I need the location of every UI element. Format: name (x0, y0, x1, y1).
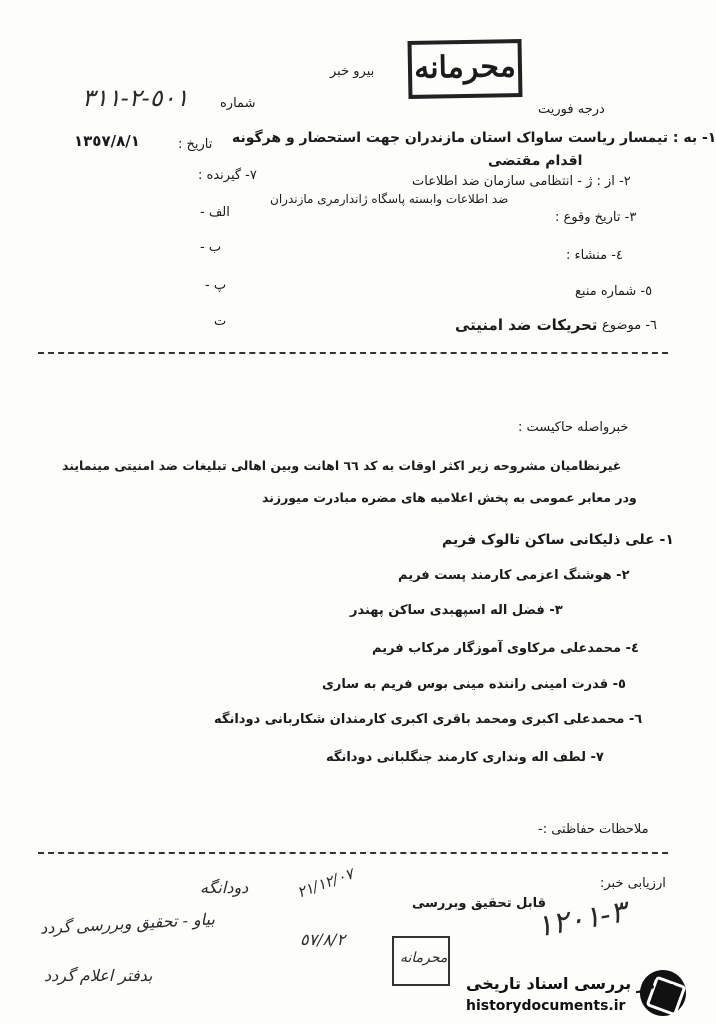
person-item: ٧- لطف اله ونداری کارمند جنگلبانی دودانگه (326, 750, 604, 765)
handwritten-note: بیاو - تحقیق وبررسی گردد (39, 909, 216, 938)
subject-value: تحریکات ضد امنیتی (455, 316, 598, 334)
date-event-label: ٣- تاریخ وقوع : (555, 210, 637, 225)
handwritten-signature: ٣-١٢٠١ (533, 894, 630, 945)
mark-te: ت (214, 314, 227, 329)
classification-stamp: محرمانه (408, 39, 523, 99)
date-value: ١٣٥٧/٨/١ (74, 132, 140, 150)
mark-be: ب - (200, 240, 222, 255)
body-paragraph-1: غیرنظامیان مشروحه زیر اکثر اوقات به کد ٦٦ اهانت وبین اهالی تبلیغات ضد امنیتی مینمایند (62, 458, 622, 473)
person-item: ٣- فضل اله اسپهبدی ساکن پهندر (350, 603, 563, 618)
handwritten-stamp: محرمانه (392, 936, 450, 986)
divider-top (38, 352, 668, 354)
handwritten-note: دودانگه (200, 878, 249, 897)
person-item: ٥- قدرت امینی راننده مینی بوس فریم به ساری (322, 677, 626, 692)
number-label: شماره (220, 96, 256, 111)
watermark-url: historydocuments.ir (466, 998, 626, 1014)
mark-alef: الف - (200, 205, 230, 220)
salutation: خبرواصله حاکیست : (518, 420, 629, 435)
person-item: ١- علی ذلیکانی ساکن تالوک فریم (442, 532, 674, 548)
from-field: ٢- از : ژ - انتظامی سازمان ضد اطلاعات (412, 174, 631, 189)
divider-bottom (38, 852, 668, 854)
subject-label: ٦- موضوع (602, 318, 657, 333)
secret-label: بيرو خبر (330, 64, 375, 79)
body-paragraph-2: ودر معابر عمومی به پخش اعلامیه های مضره مبادرت میورزند (262, 490, 637, 505)
person-item: ٢- هوشنگ اعزمی کارمند پست فریم (398, 568, 630, 583)
notes-label: ملاحظات حفاظتی :- (538, 822, 649, 837)
mark-pe: پ - (205, 278, 227, 293)
evaluation-label: ارزیابی خبر: (600, 876, 666, 891)
recipient-label: ٧- گیرنده : (198, 168, 257, 183)
to-field-cont: اقدام مقتضی (488, 153, 583, 169)
evaluation-value: قابل تحقیق وبررسی (412, 896, 547, 911)
source-label: ٤- منشاء : (566, 248, 623, 263)
to-field: ١- به : تیمسار ریاست ساواک استان مازندران جهت استحضار و هرگونه (232, 130, 716, 146)
person-item: ٤- محمدعلی مرکاوی آموزگار مرکاب فریم (372, 641, 639, 656)
source-number-label: ٥- شماره منبع (575, 284, 653, 299)
from-field-cont: ضد اطلاعات وابسته پاسگاه ژاندارمری مازندران (270, 192, 509, 206)
handwritten-note: بدفتر اعلام گردد (44, 966, 153, 985)
priority-label: درجه فوریت (538, 102, 605, 117)
handwritten-date: ٥٧/٨/٢ (300, 930, 346, 949)
handwritten-number: ٢١/١٢/٠٧ (294, 864, 356, 902)
watermark-title: مرکز بررسی اسناد تاریخی (466, 974, 676, 993)
date-label: تاریخ : (178, 137, 213, 152)
person-item: ٦- محمدعلی اکبری ومحمد باقری اکبری کارمندان شکاربانی دودانگه (214, 712, 643, 727)
number-value: ٥٠١-٢-٣١١ (82, 84, 189, 112)
